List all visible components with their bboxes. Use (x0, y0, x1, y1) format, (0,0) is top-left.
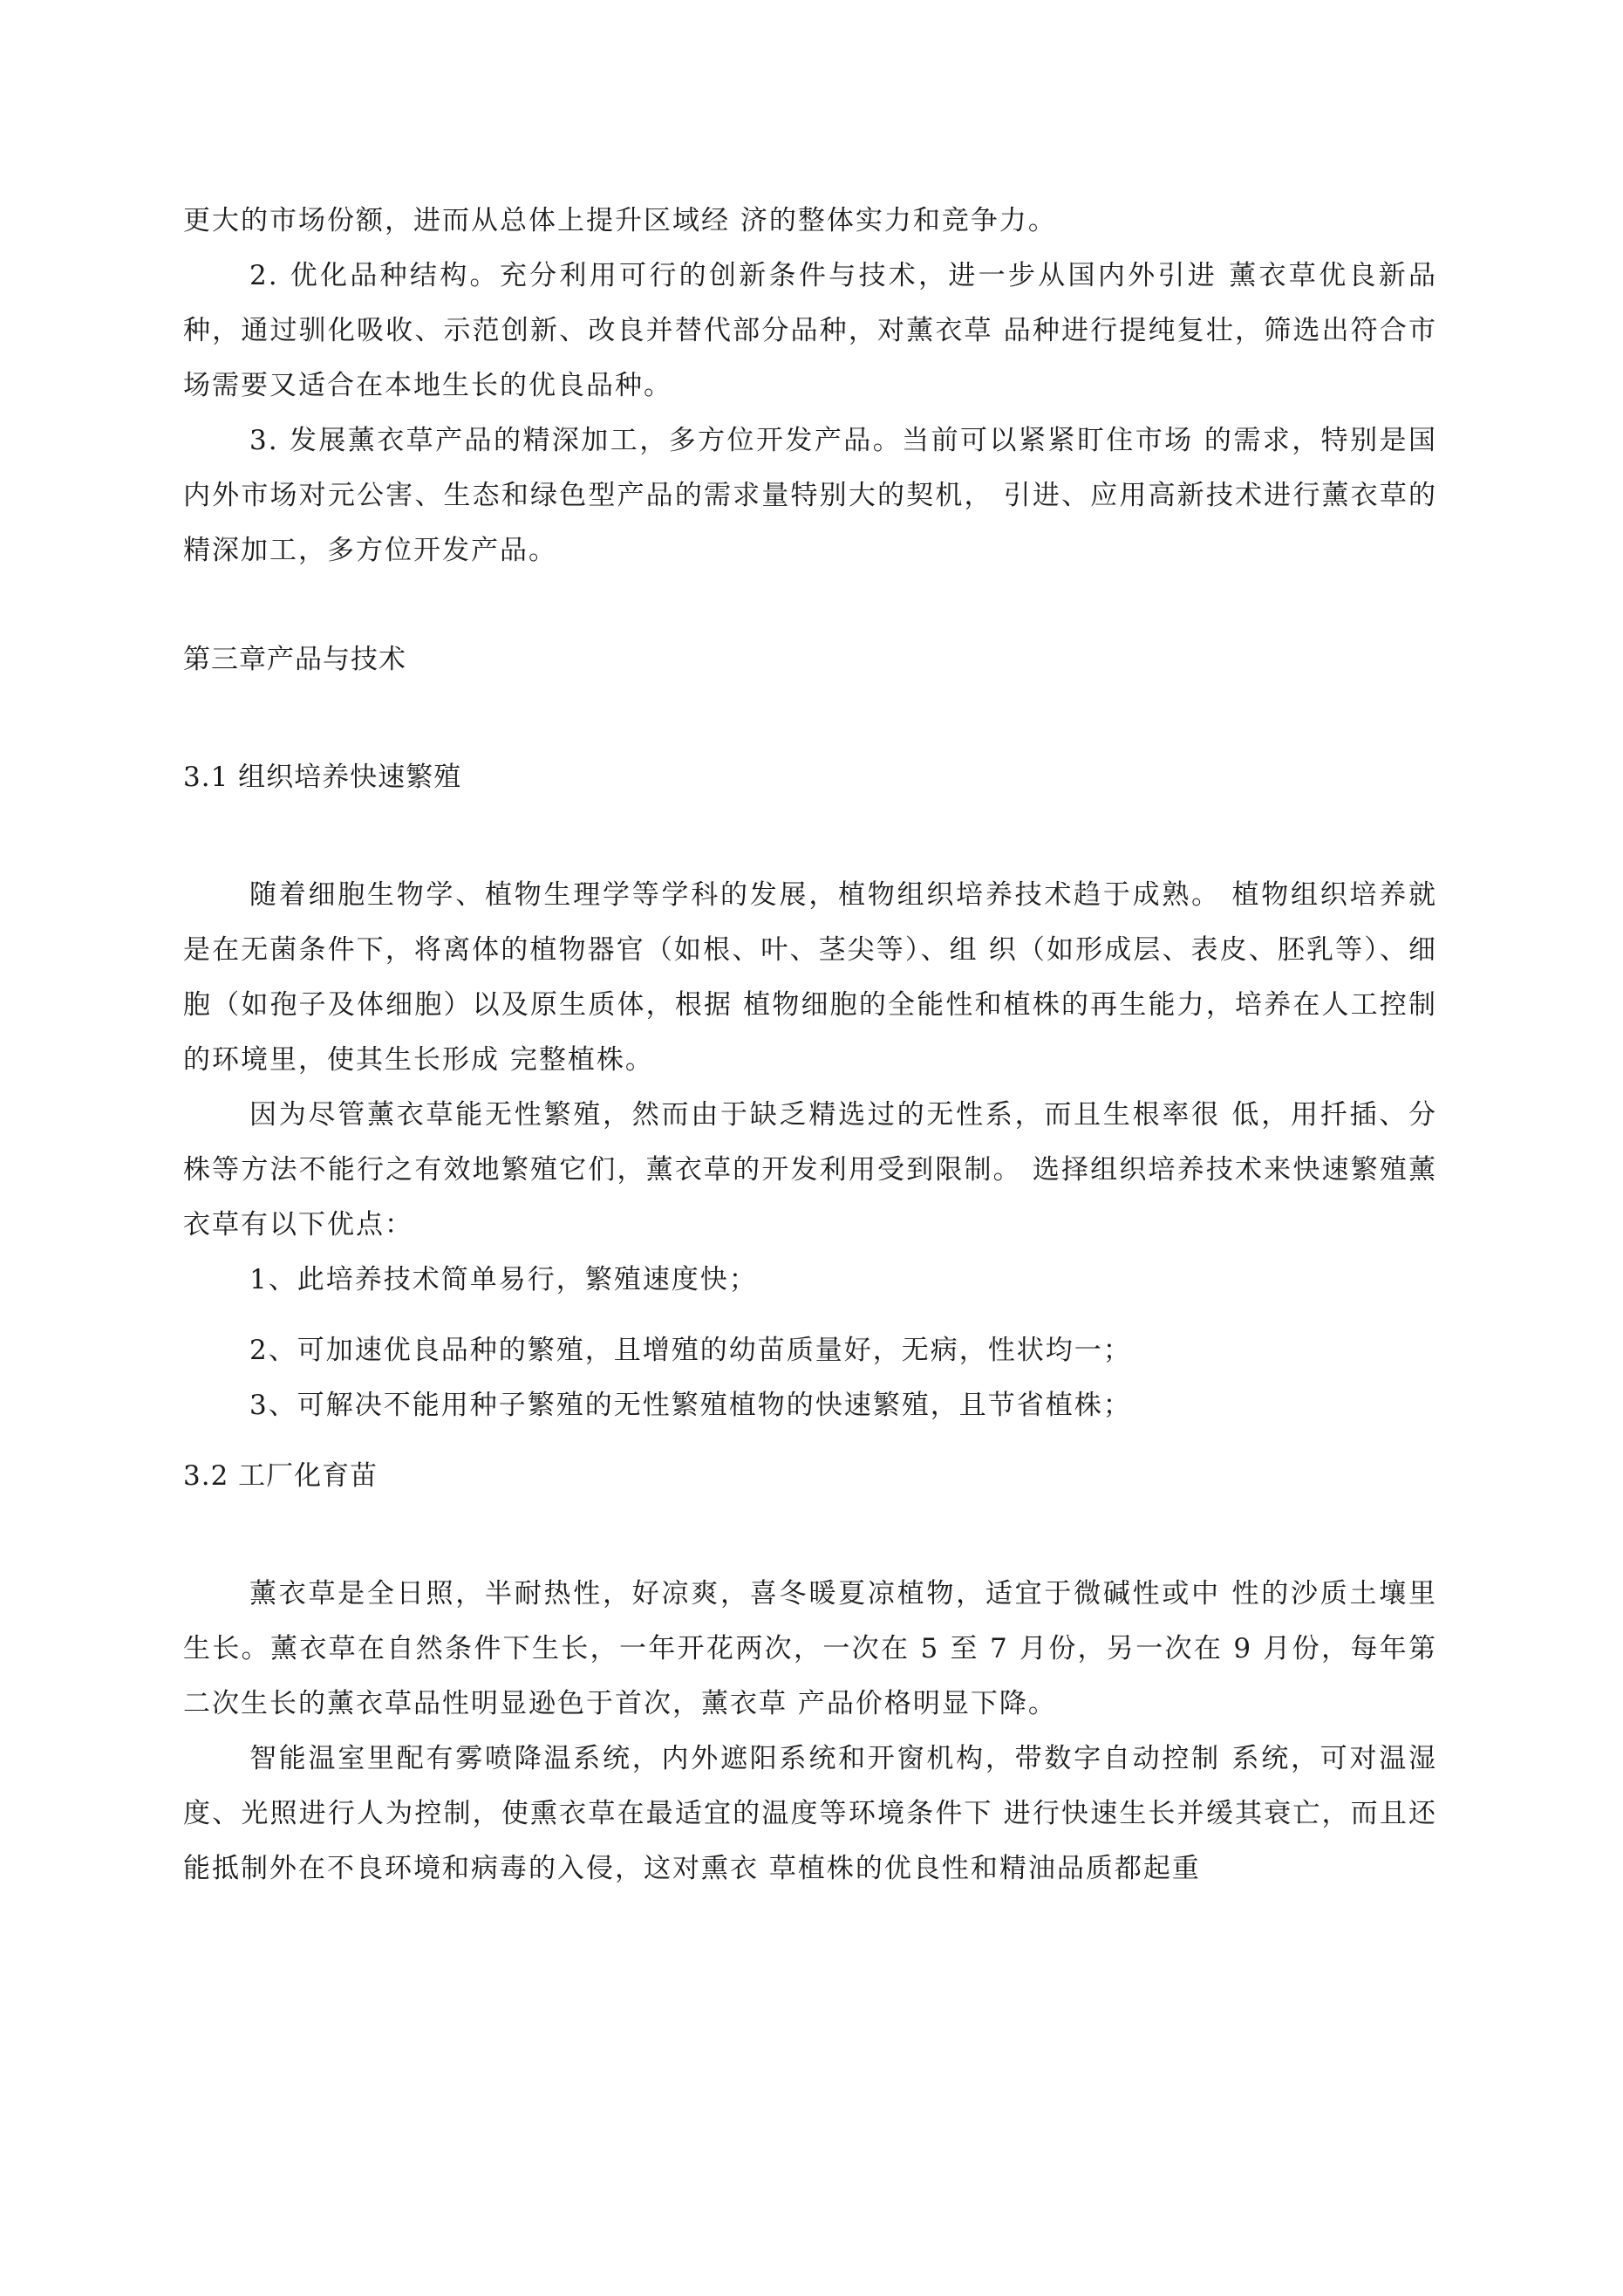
paragraph-optimize-varieties: 2. 优化品种结构。充分利用可行的创新条件与技术，进一步从国内外引进 薰衣草优良新品种，通过驯化吸收、示范创新、改良并替代部分品种，对薰衣草 品种进行提纯复壮，筛选出符合市场需要又适合在本地生长的优良品种。 (183, 260, 1437, 401)
chapter-title: 第三章产品与技术 (183, 644, 406, 675)
paragraph-tissue-culture-reason: 因为尽管薰衣草能无性繁殖，然而由于缺乏精选过的无性系，而且生根率很 低，用扦插、分株等方法不能行之有效地繁殖它们，薰衣草的开发利用受到限制。 选择组织培养技术来快速繁殖薰衣草有以下优点： (183, 1099, 1437, 1240)
paragraph-tissue-culture-intro: 随着细胞生物学、植物生理学等学科的发展，植物组织培养技术趋于成熟。 植物组织培养就是在无菌条件下，将离体的植物器官（如根、叶、茎尖等）、组 织（如形成层、表皮、胚乳等）、细胞（如孢子及体细胞）以及原生质体，根据 植物细胞的全能性和植株的再生能力，培养在人工控制的环境里，使其生长形成 完整植株。 (183, 879, 1437, 1076)
section-title-tissue-culture: 3.1 组织培养快速繁殖 (183, 762, 462, 793)
list-item-advantage-3: 3、可解决不能用种子繁殖的无性繁殖植物的快速繁殖，且节省植株； (249, 1390, 1132, 1421)
paragraph-smart-greenhouse: 智能温室里配有雾喷降温系统，内外遮阳系统和开窗机构，带数字自动控制 系统，可对温湿度、光照进行人为控制，使熏衣草在最适宜的温度等环境条件下 进行快速生长并缓其衰亡，而且还能抵制外在不良环境和病毒的入侵，这对熏衣 草植株的优良性和精油品质都起重 (183, 1743, 1437, 1884)
list-item-advantage-1: 1、此培养技术简单易行，繁殖速度快； (249, 1264, 758, 1295)
paragraph-deep-processing: 3. 发展薰衣草产品的精深加工，多方位开发产品。当前可以紧紧盯住市场 的需求，特别是国内外市场对元公害、生态和绿色型产品的需求量特别大的契机， 引进、应用高新技术进行薰衣草的精深加工，多方位开发产品。 (183, 425, 1437, 566)
paragraph-lavender-growth: 薰衣草是全日照，半耐热性，好凉爽，喜冬暖夏凉植物，适宜于微碱性或中 性的沙质土壤里生长。薰衣草在自然条件下生长，一年开花两次，一次在 5 至 7 月份，另一次在 9 月份，每年第二次生长的薰衣草品性明显逊色于首次，薰衣草 产品价格明显下降。 (183, 1578, 1437, 1719)
document-body (183, 194, 1437, 1896)
list-item-advantage-2: 2、可加速优良品种的繁殖，且增殖的幼苗质量好，无病，性状均一； (249, 1335, 1132, 1366)
paragraph-continuation: 更大的市场份额，进而从总体上提升区域经 济的整体实力和竞争力。 (183, 205, 1057, 236)
section-title-factory-seedling: 3.2 工厂化育苗 (183, 1460, 378, 1492)
